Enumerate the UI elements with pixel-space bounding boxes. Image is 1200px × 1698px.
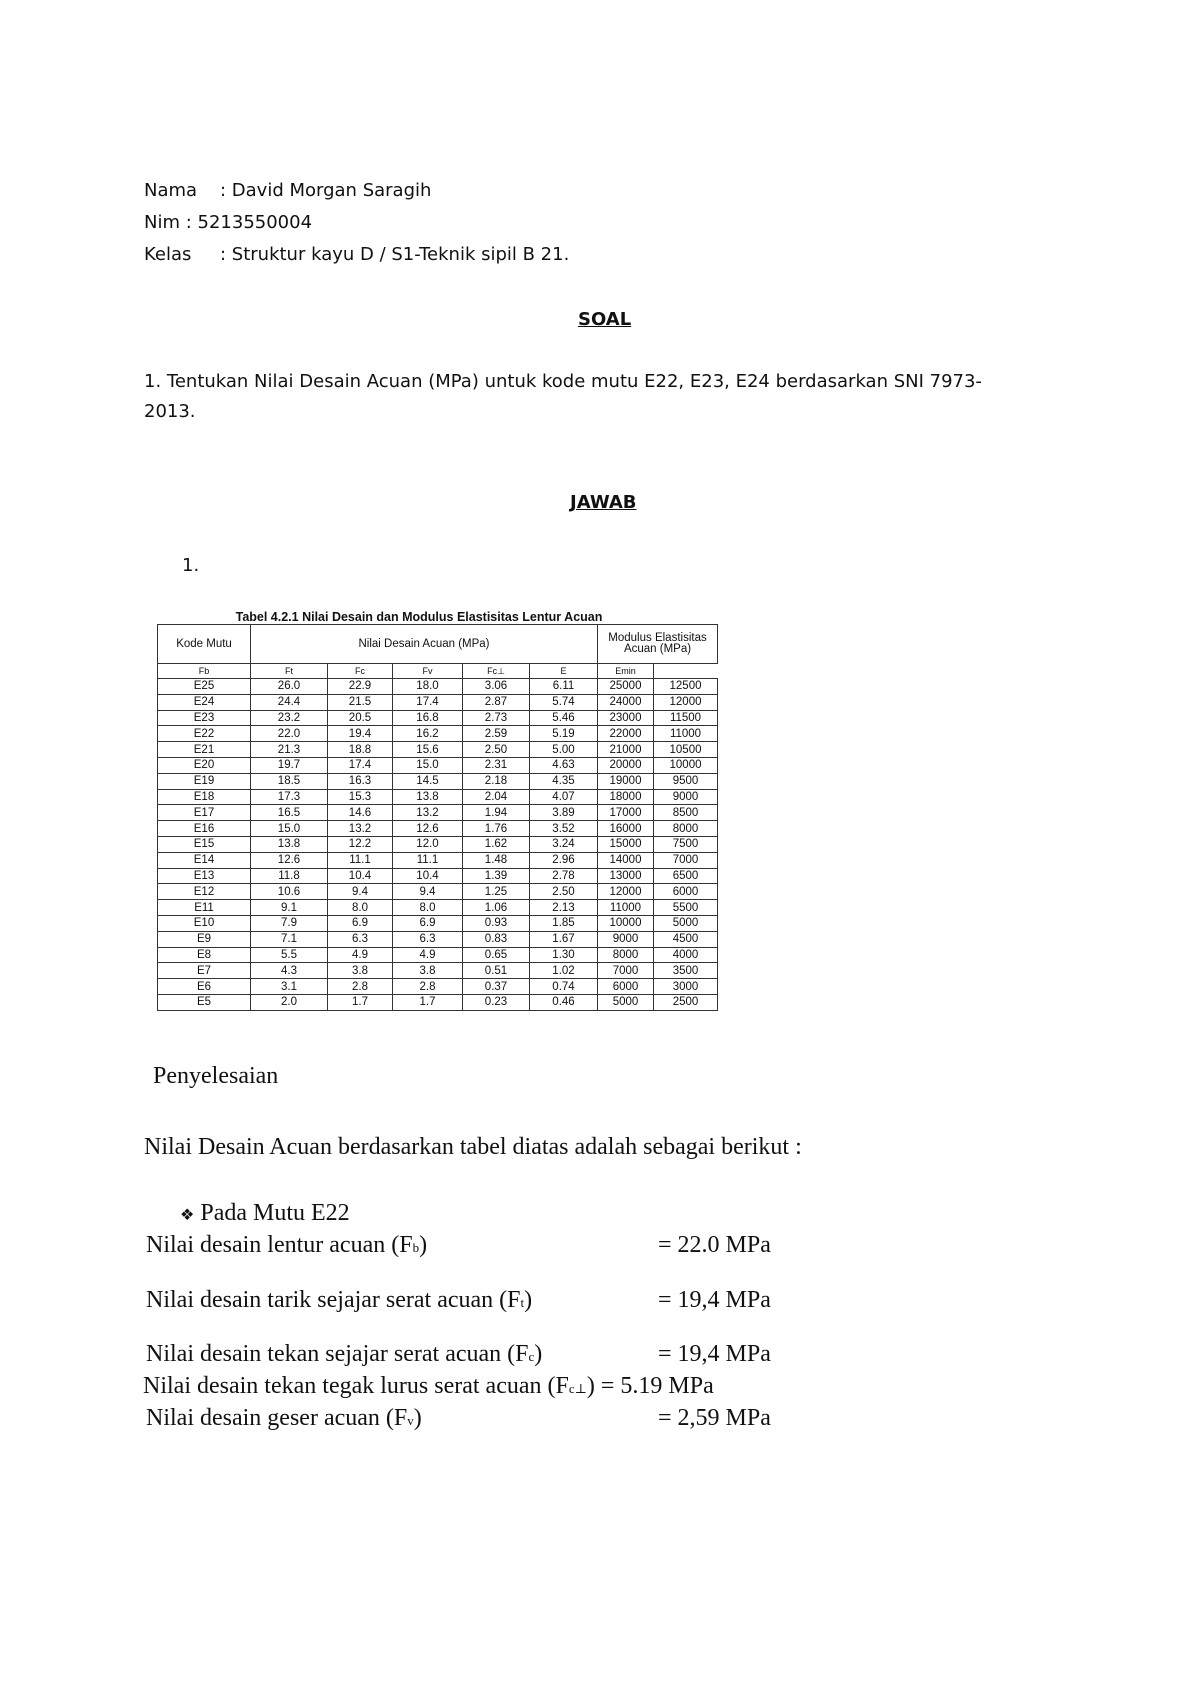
table-cell: 1.67 <box>530 931 598 947</box>
solution-item-subscript: b <box>412 1240 420 1255</box>
table-cell: 12500 <box>654 679 718 695</box>
table-cell: E12 <box>158 884 251 900</box>
table-cell: 12.2 <box>328 836 393 852</box>
table-cell: 14.5 <box>393 773 463 789</box>
table-cell: 3.52 <box>530 821 598 837</box>
bullet-text: Pada Mutu E22 <box>200 1200 350 1226</box>
table-cell: 8000 <box>654 821 718 837</box>
table-cell: 3.06 <box>463 679 530 695</box>
solution-item-value: = 22.0 MPa <box>658 1232 771 1258</box>
jawab-heading: JAWAB <box>570 492 637 513</box>
table-cell: 21000 <box>598 742 654 758</box>
table-cell: 9000 <box>598 931 654 947</box>
table-cell: 4000 <box>654 947 718 963</box>
solution-item-value-wrap <box>658 1287 771 1314</box>
sub-header-row <box>158 664 718 679</box>
table-row <box>158 947 718 963</box>
table-row <box>158 900 718 916</box>
solution-heading: Penyelesaian <box>153 1063 279 1089</box>
table-cell: 23000 <box>598 710 654 726</box>
table-cell: 24000 <box>598 694 654 710</box>
table-cell: E19 <box>158 773 251 789</box>
solution-item <box>146 1341 771 1368</box>
table-cell: 2.73 <box>463 710 530 726</box>
table-cell: 16.8 <box>393 710 463 726</box>
table-cell: 19.7 <box>251 757 328 773</box>
table-cell: E25 <box>158 679 251 695</box>
table-row <box>158 805 718 821</box>
table-cell: 7000 <box>598 963 654 979</box>
table-cell: 2.59 <box>463 726 530 742</box>
table-cell: 13.8 <box>251 836 328 852</box>
table-cell: 3000 <box>654 979 718 995</box>
table-cell: 6000 <box>654 884 718 900</box>
solution-item-subscript: c⊥ <box>568 1381 587 1396</box>
solution-item-value-wrap <box>658 1405 771 1432</box>
table-cell: 6.9 <box>328 915 393 931</box>
table-row <box>158 868 718 884</box>
table-cell: 14.6 <box>328 805 393 821</box>
table-cell: 7.9 <box>251 915 328 931</box>
table-cell: 5.19 <box>530 726 598 742</box>
table-cell: 4.9 <box>328 947 393 963</box>
table-cell: 6500 <box>654 868 718 884</box>
solution-item-value: = 19,4 MPa <box>658 1341 771 1367</box>
solution-item-label: Nilai desain tekan tegak lurus serat acuan (F <box>143 1373 569 1399</box>
table-cell: 1.48 <box>463 852 530 868</box>
table-cell: 5.5 <box>251 947 328 963</box>
reference-table-block <box>157 610 717 1011</box>
bullet-line <box>180 1200 350 1227</box>
table-cell: E16 <box>158 821 251 837</box>
table-cell: 2.04 <box>463 789 530 805</box>
nim-value: : 5213550004 <box>185 212 313 233</box>
table-cell: E21 <box>158 742 251 758</box>
table-cell: 3.24 <box>530 836 598 852</box>
question-line-1: 1. Tentukan Nilai Desain Acuan (MPa) untuk kode mutu E22, E23, E24 berdasarkan SNI 7973- <box>144 371 982 392</box>
table-cell: 4.63 <box>530 757 598 773</box>
sub-header-6: Emin <box>598 664 654 679</box>
table-cell: 23.2 <box>251 710 328 726</box>
table-cell: 2.96 <box>530 852 598 868</box>
table-cell: 0.74 <box>530 979 598 995</box>
table-cell: 1.7 <box>328 994 393 1010</box>
table-cell: 0.93 <box>463 915 530 931</box>
solution-item <box>146 1405 771 1432</box>
table-cell: E14 <box>158 852 251 868</box>
table-cell: 0.65 <box>463 947 530 963</box>
table-cell: E22 <box>158 726 251 742</box>
question-line-2: 2013. <box>144 401 196 422</box>
table-cell: 3.89 <box>530 805 598 821</box>
table-row <box>158 821 718 837</box>
table-row <box>158 994 718 1010</box>
table-row <box>158 836 718 852</box>
table-cell: 1.39 <box>463 868 530 884</box>
table-cell: 15000 <box>598 836 654 852</box>
table-row <box>158 726 718 742</box>
table-cell: 9000 <box>654 789 718 805</box>
solution-item-close: ) <box>524 1287 533 1313</box>
table-cell: E15 <box>158 836 251 852</box>
table-cell: E6 <box>158 979 251 995</box>
solution-intro: Nilai Desain Acuan berdasarkan tabel diatas adalah sebagai berikut : <box>144 1134 802 1160</box>
table-cell: E17 <box>158 805 251 821</box>
table-cell: 12000 <box>654 694 718 710</box>
table-cell: 12.6 <box>393 821 463 837</box>
table-cell: 2.31 <box>463 757 530 773</box>
table-cell: 17.4 <box>393 694 463 710</box>
table-row <box>158 979 718 995</box>
table-cell: 1.02 <box>530 963 598 979</box>
solution-item-subscript: c <box>528 1349 535 1364</box>
table-row <box>158 773 718 789</box>
table-row <box>158 679 718 695</box>
table-cell: 8500 <box>654 805 718 821</box>
table-cell: 18.8 <box>328 742 393 758</box>
table-cell: 1.62 <box>463 836 530 852</box>
table-cell: 2.50 <box>463 742 530 758</box>
sub-header-5: E <box>530 664 598 679</box>
table-cell: E7 <box>158 963 251 979</box>
table-cell: 21.5 <box>328 694 393 710</box>
sub-header-0: Fb <box>158 664 251 679</box>
solution-item <box>146 1232 771 1259</box>
table-row <box>158 710 718 726</box>
solution-item <box>146 1287 771 1314</box>
table-cell: 3.8 <box>328 963 393 979</box>
solution-item-value-wrap <box>658 1341 771 1368</box>
solution-item-subscript: t <box>520 1295 525 1310</box>
table-cell: 11000 <box>598 900 654 916</box>
table-cell: 10500 <box>654 742 718 758</box>
sub-header-2: Fc <box>328 664 393 679</box>
table-cell: 20.5 <box>328 710 393 726</box>
table-cell: 7500 <box>654 836 718 852</box>
table-cell: 11000 <box>654 726 718 742</box>
nama-value: : David Morgan Saragih <box>220 180 432 201</box>
nim-label: Nim <box>144 212 180 233</box>
table-cell: 4500 <box>654 931 718 947</box>
nim-line <box>144 212 312 233</box>
table-cell: 3500 <box>654 963 718 979</box>
table-cell: 2.18 <box>463 773 530 789</box>
table-cell: 13000 <box>598 868 654 884</box>
table-row <box>158 757 718 773</box>
table-cell: 22.0 <box>251 726 328 742</box>
table-cell: 0.46 <box>530 994 598 1010</box>
table-cell: 9.1 <box>251 900 328 916</box>
table-cell: 5000 <box>654 915 718 931</box>
table-cell: 11.1 <box>328 852 393 868</box>
table-cell: 0.23 <box>463 994 530 1010</box>
header-modulus: Modulus Elastisitas Acuan (MPa) <box>598 625 718 664</box>
table-cell: E10 <box>158 915 251 931</box>
table-cell: 10000 <box>598 915 654 931</box>
table-cell: 9.4 <box>393 884 463 900</box>
table-caption: Tabel 4.2.1 Nilai Desain dan Modulus Elastisitas Lentur Acuan <box>235 610 603 624</box>
table-cell: 17.3 <box>251 789 328 805</box>
table-cell: 5500 <box>654 900 718 916</box>
table-cell: 22000 <box>598 726 654 742</box>
table-cell: 15.6 <box>393 742 463 758</box>
table-cell: 25000 <box>598 679 654 695</box>
solution-item-value: = 19,4 MPa <box>658 1287 771 1313</box>
answer-number: 1. <box>182 555 200 576</box>
solution-item-close: ) <box>419 1232 428 1258</box>
diamond-bullet-icon: ❖ <box>180 1207 195 1224</box>
nama-label: Nama <box>144 180 198 201</box>
table-cell: 0.51 <box>463 963 530 979</box>
table-cell: 2.0 <box>251 994 328 1010</box>
table-row <box>158 789 718 805</box>
table-cell: 5.74 <box>530 694 598 710</box>
table-cell: 6.11 <box>530 679 598 695</box>
solution-item-subscript: v <box>407 1413 414 1428</box>
table-cell: 12000 <box>598 884 654 900</box>
table-cell: 17000 <box>598 805 654 821</box>
table-cell: 18.5 <box>251 773 328 789</box>
sub-header-4: Fc⊥ <box>463 664 530 679</box>
table-cell: 6.3 <box>328 931 393 947</box>
table-cell: 19.4 <box>328 726 393 742</box>
table-cell: 16.2 <box>393 726 463 742</box>
table-cell: 6.3 <box>393 931 463 947</box>
solution-item-close: ) <box>586 1373 595 1399</box>
sub-header-3: Fv <box>393 664 463 679</box>
table-cell: 5.00 <box>530 742 598 758</box>
table-cell: 26.0 <box>251 679 328 695</box>
table-cell: 2.8 <box>328 979 393 995</box>
table-cell: 3.1 <box>251 979 328 995</box>
table-cell: 13.2 <box>393 805 463 821</box>
table-cell: 2.87 <box>463 694 530 710</box>
table-cell: 5.46 <box>530 710 598 726</box>
table-cell: 11.8 <box>251 868 328 884</box>
table-cell: E8 <box>158 947 251 963</box>
table-row <box>158 852 718 868</box>
solution-item-label: Nilai desain lentur acuan (F <box>146 1232 413 1258</box>
table-cell: 12.0 <box>393 836 463 852</box>
table-cell: 11.1 <box>393 852 463 868</box>
table-cell: 1.85 <box>530 915 598 931</box>
solution-item-value: = 2,59 MPa <box>658 1405 771 1431</box>
table-row <box>158 694 718 710</box>
table-row <box>158 742 718 758</box>
soal-heading: SOAL <box>578 309 632 330</box>
table-cell: 21.3 <box>251 742 328 758</box>
table-cell: 11500 <box>654 710 718 726</box>
table-cell: 17.4 <box>328 757 393 773</box>
table-cell: 16000 <box>598 821 654 837</box>
table-cell: 1.7 <box>393 994 463 1010</box>
table-cell: E11 <box>158 900 251 916</box>
table-cell: 18.0 <box>393 679 463 695</box>
table-cell: 2.13 <box>530 900 598 916</box>
kelas-line <box>144 244 569 265</box>
table-cell: 15.3 <box>328 789 393 805</box>
table-cell: 1.94 <box>463 805 530 821</box>
solution-item <box>143 1373 714 1400</box>
table-cell: 14000 <box>598 852 654 868</box>
table-cell: 4.3 <box>251 963 328 979</box>
table-cell: 9500 <box>654 773 718 789</box>
solution-item-label: Nilai desain tarik sejajar serat acuan (F <box>146 1287 521 1313</box>
solution-item-value-wrap <box>658 1232 771 1259</box>
table-cell: E9 <box>158 931 251 947</box>
solution-item-label: Nilai desain tekan sejajar serat acuan (F <box>146 1341 529 1367</box>
table-cell: 1.06 <box>463 900 530 916</box>
solution-item-value: = 5.19 MPa <box>600 1373 714 1399</box>
sub-header-1: Ft <box>251 664 328 679</box>
table-cell: 20000 <box>598 757 654 773</box>
table-cell: 3.8 <box>393 963 463 979</box>
table-cell: 2.78 <box>530 868 598 884</box>
table-cell: 12.6 <box>251 852 328 868</box>
table-cell: 10.4 <box>328 868 393 884</box>
table-cell: 8.0 <box>328 900 393 916</box>
table-cell: 1.30 <box>530 947 598 963</box>
table-body <box>158 679 718 1011</box>
table-cell: 16.5 <box>251 805 328 821</box>
table-cell: 10000 <box>654 757 718 773</box>
table-cell: 0.83 <box>463 931 530 947</box>
table-cell: E23 <box>158 710 251 726</box>
table-cell: E5 <box>158 994 251 1010</box>
table-cell: 10.6 <box>251 884 328 900</box>
table-cell: 8000 <box>598 947 654 963</box>
table-cell: 6000 <box>598 979 654 995</box>
table-cell: 13.8 <box>393 789 463 805</box>
table-cell: 1.76 <box>463 821 530 837</box>
table-cell: E24 <box>158 694 251 710</box>
table-cell: E13 <box>158 868 251 884</box>
nama-line <box>144 180 431 201</box>
table-cell: 6.9 <box>393 915 463 931</box>
table-cell: 4.07 <box>530 789 598 805</box>
table-row <box>158 963 718 979</box>
table-cell: 7.1 <box>251 931 328 947</box>
table-cell: 13.2 <box>328 821 393 837</box>
solution-item-close: ) <box>534 1341 543 1367</box>
table-row <box>158 884 718 900</box>
table-cell: 15.0 <box>251 821 328 837</box>
table-row <box>158 915 718 931</box>
table-row <box>158 931 718 947</box>
reference-table <box>157 624 718 1011</box>
table-cell: E20 <box>158 757 251 773</box>
table-cell: E18 <box>158 789 251 805</box>
table-cell: 24.4 <box>251 694 328 710</box>
table-cell: 19000 <box>598 773 654 789</box>
table-cell: 18000 <box>598 789 654 805</box>
kelas-label: Kelas <box>144 244 192 265</box>
table-cell: 8.0 <box>393 900 463 916</box>
table-cell: 15.0 <box>393 757 463 773</box>
table-cell: 10.4 <box>393 868 463 884</box>
table-cell: 7000 <box>654 852 718 868</box>
table-cell: 0.37 <box>463 979 530 995</box>
solution-item-close: ) <box>413 1405 422 1431</box>
table-cell: 1.25 <box>463 884 530 900</box>
header-kode-mutu: Kode Mutu <box>158 625 251 664</box>
table-cell: 5000 <box>598 994 654 1010</box>
table-cell: 2.8 <box>393 979 463 995</box>
table-cell: 4.9 <box>393 947 463 963</box>
table-cell: 9.4 <box>328 884 393 900</box>
table-cell: 2500 <box>654 994 718 1010</box>
table-cell: 2.50 <box>530 884 598 900</box>
table-cell: 22.9 <box>328 679 393 695</box>
table-cell: 4.35 <box>530 773 598 789</box>
header-nilai-desain: Nilai Desain Acuan (MPa) <box>251 625 598 664</box>
kelas-value: : Struktur kayu D / S1-Teknik sipil B 21. <box>220 244 570 265</box>
solution-item-label: Nilai desain geser acuan (F <box>146 1405 408 1431</box>
table-cell: 16.3 <box>328 773 393 789</box>
